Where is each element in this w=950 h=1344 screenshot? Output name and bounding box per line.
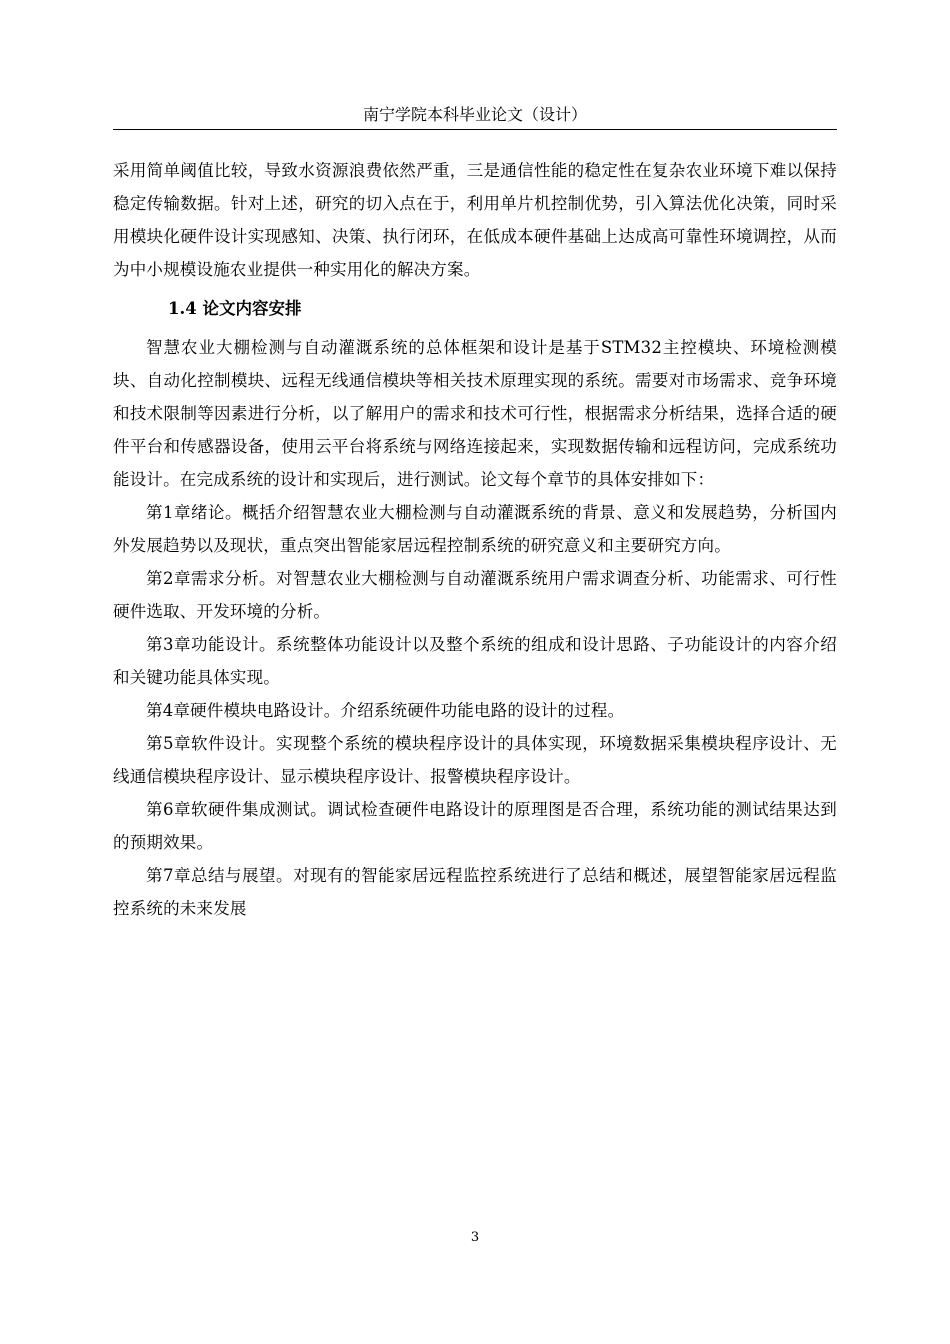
paragraph-chapter-1: 第1章绪论。概括介绍智慧农业大棚检测与自动灌溉系统的背景、意义和发展趋势，分析国内外发展趋势以及现状，重点突出智能家居远程控制系统的研究意义和主要研究方向。 [113,503,837,555]
page-number: 3 [470,1230,480,1245]
section-heading: 1.4 论文内容安排 [168,299,302,318]
paragraph-chapter-3: 第3章功能设计。系统整体功能设计以及整个系统的组成和设计思路、子功能设计的内容介绍和关键功能具体实现。 [113,635,837,687]
paragraph-overview: 智慧农业大棚检测与自动灌溉系统的总体框架和设计是基于STM32主控模块、环境检测模块、自动化控制模块、远程无线通信模块等相关技术原理实现的系统。需要对市场需求、竞争环境和技术限制等因素进行分析，以了解用户的需求和技术可行性，根据需求分析结果，选择合适的硬件平台和传感器设备，使用云平台将系统与网络连接起来，实现数据传输和远程访问，完成系统功能设计。在完成系统的设计和实现后，进行测试。论文每个章节的具体安排如下： [113,338,837,489]
continuation-paragraph: 采用简单阈值比较，导致水资源浪费依然严重，三是通信性能的稳定性在复杂农业环境下难以保持稳定传输数据。针对上述，研究的切入点在于，利用单片机控制优势，引入算法优化决策，同时采用模块化硬件设计实现感知、决策、执行闭环，在低成本硬件基础上达成高可靠性环境调控，从而为中小规模设施农业提供一种实用化的解决方案。 [113,161,837,279]
body-text [113,154,837,925]
header-rule [113,129,837,130]
paragraph-chapter-5: 第5章软件设计。实现整个系统的模块程序设计的具体实现，环境数据采集模块程序设计、无线通信模块程序设计、显示模块程序设计、报警模块程序设计。 [113,734,837,786]
paragraph-chapter-4: 第4章硬件模块电路设计。介绍系统硬件功能电路的设计的过程。 [146,701,625,720]
paragraph-chapter-2: 第2章需求分析。对智慧农业大棚检测与自动灌溉系统用户需求调查分析、功能需求、可行性硬件选取、开发环境的分析。 [113,569,837,621]
paragraph-chapter-7: 第7章总结与展望。对现有的智能家居远程监控系统进行了总结和概述，展望智能家居远程监控系统的未来发展 [113,866,837,918]
running-header: 南宁学院本科毕业论文（设计） [362,105,587,124]
paragraph-chapter-6: 第6章软硬件集成测试。调试检查硬件电路设计的原理图是否合理，系统功能的测试结果达到的预期效果。 [113,800,837,852]
